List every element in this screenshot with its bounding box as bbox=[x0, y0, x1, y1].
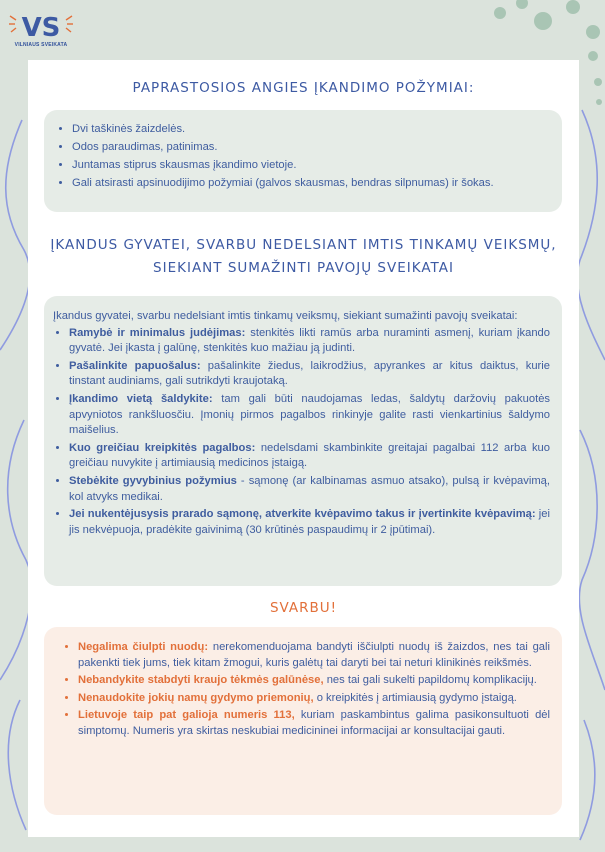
list-item bbox=[78, 673, 550, 689]
item-heading: Jei nukentėjusysis prarado sąmonę, atverkite kvėpavimo takus ir įvertinkite kvėpavimą: bbox=[69, 508, 536, 521]
item-text: o kreipkitės į artimiausią gydymo įstaigą. bbox=[313, 691, 517, 704]
item-text: nes tai gali sukelti papildomų komplikacijų. bbox=[323, 674, 537, 687]
important-list bbox=[62, 640, 550, 740]
symptoms-list bbox=[56, 122, 548, 192]
list-item: • Dvi taškinės žaizdelės. bbox=[72, 122, 548, 138]
item-heading: Nenaudokite jokių namų gydymo priemonių, bbox=[78, 691, 314, 704]
item-heading: Ramybė ir minimalus judėjimas: bbox=[69, 326, 246, 339]
section1-title: PAPRASTOSIOS ANGIES ĮKANDIMO POŽYMIAI: bbox=[132, 80, 475, 96]
item-heading: Pašalinkite papuošalus: bbox=[69, 359, 201, 372]
content-card bbox=[28, 60, 579, 837]
section2-title-line2: SIEKIANT SUMAŽINTI PAVOJŲ SVEIKATAI bbox=[153, 260, 454, 276]
item-text: kuriam paskambintus galima pasikonsultuoti dėl simptomų. Numeris yra skirtas neskubiai medicininei informacijai ar konsultacijai gauti. bbox=[78, 709, 550, 737]
item-text: jei jis nekvėpuoja, pradėkite gaivinimą (30 krūtinės paspaudimų ir 2 įpūtimai). bbox=[69, 508, 550, 536]
list-item bbox=[69, 441, 550, 472]
actions-intro: Įkandus gyvatei, svarbu nedelsiant imtis tinkamų veiksmų, siekiant sumažinti pavojų sveikatai: bbox=[53, 310, 518, 322]
item-heading: Nebandykite stabdyti kraujo tėkmės galūnėse, bbox=[78, 674, 324, 687]
item-text: nedelsdami skambinkite greitajai pagalbai 112 arba kuo greičiau nuvykite į artimiausią medicinos įstaigą. bbox=[69, 441, 550, 470]
list-item bbox=[69, 474, 550, 505]
vs-logo-mark bbox=[6, 8, 76, 44]
section2-title-line1: ĮKANDUS GYVATEI, SVARBU NEDELSIANT IMTIS TINKAMŲ VEIKSMŲ, bbox=[50, 237, 557, 253]
section2-title bbox=[28, 234, 579, 280]
list-item: • Gali atsirasti apsinuodijimo požymiai (galvos skausmas, bendras silpnumas) ir šokas. bbox=[72, 176, 548, 192]
item-heading: Stebėkite gyvybinius požymius bbox=[69, 474, 237, 487]
item-heading: Lietuvoje taip pat galioja numeris 113, bbox=[78, 709, 295, 722]
important-panel bbox=[44, 627, 562, 815]
item-heading: Įkandimo vietą šaldykite: bbox=[69, 392, 213, 405]
list-item bbox=[69, 359, 550, 390]
item-text: stenkitės likti ramūs arba nuraminti asmenį, kuriam įkando gyvatė. Jei įkasta į galūnę, stenkitės kuo mažiau ją judinti. bbox=[69, 326, 550, 355]
logo bbox=[6, 8, 76, 52]
item-text: - sąmonę (ar kalbinamas asmuo atsako), pulsą ir kvėpavimą, kol atvyks medikai. bbox=[69, 474, 550, 503]
item-heading: Negalima čiulpti nuodų: bbox=[78, 641, 209, 653]
logo-subtitle: VILNIAUS SVEIKATA bbox=[14, 42, 68, 48]
list-item bbox=[69, 392, 550, 439]
item-text: tam gali būti naudojamas ledas, šaldytų daržovių pakuotės apvyniotos rankšluosčiu. Įmonių pirmos pagalbos rinkinyje galite rasti vienkartinius šaldymo maišelius. bbox=[69, 392, 551, 437]
section3-title: SVARBU! bbox=[269, 600, 338, 616]
list-item: • Odos paraudimas, patinimas. bbox=[72, 140, 548, 156]
item-text: pašalinkite žiedus, laikrodžius, apyrankes ar kitus daiktus, kurie tinstant audiniams, gali sutrikdyti kraujotaką. bbox=[69, 359, 550, 388]
list-item: • Juntamas stiprus skausmas įkandimo vietoje. bbox=[72, 158, 548, 174]
item-text: nerekomenduojama bandyti iščiulpti nuodų iš žaizdos, nes tai gali pakenkti tiek jums, tiek kitam žmogui, kuris galėtų tai daryti bei tai neturi klinikinės reikšmės. bbox=[78, 641, 550, 669]
actions-panel bbox=[44, 296, 562, 586]
symptoms-panel bbox=[44, 110, 562, 212]
list-item bbox=[69, 326, 550, 357]
list-item bbox=[78, 708, 550, 739]
list-item bbox=[78, 691, 550, 707]
list-item bbox=[69, 507, 550, 538]
logo-mark-text: VS bbox=[21, 13, 61, 43]
item-heading: Kuo greičiau kreipkitės pagalbos: bbox=[69, 441, 256, 454]
list-item bbox=[78, 640, 550, 671]
actions-list bbox=[53, 326, 550, 539]
